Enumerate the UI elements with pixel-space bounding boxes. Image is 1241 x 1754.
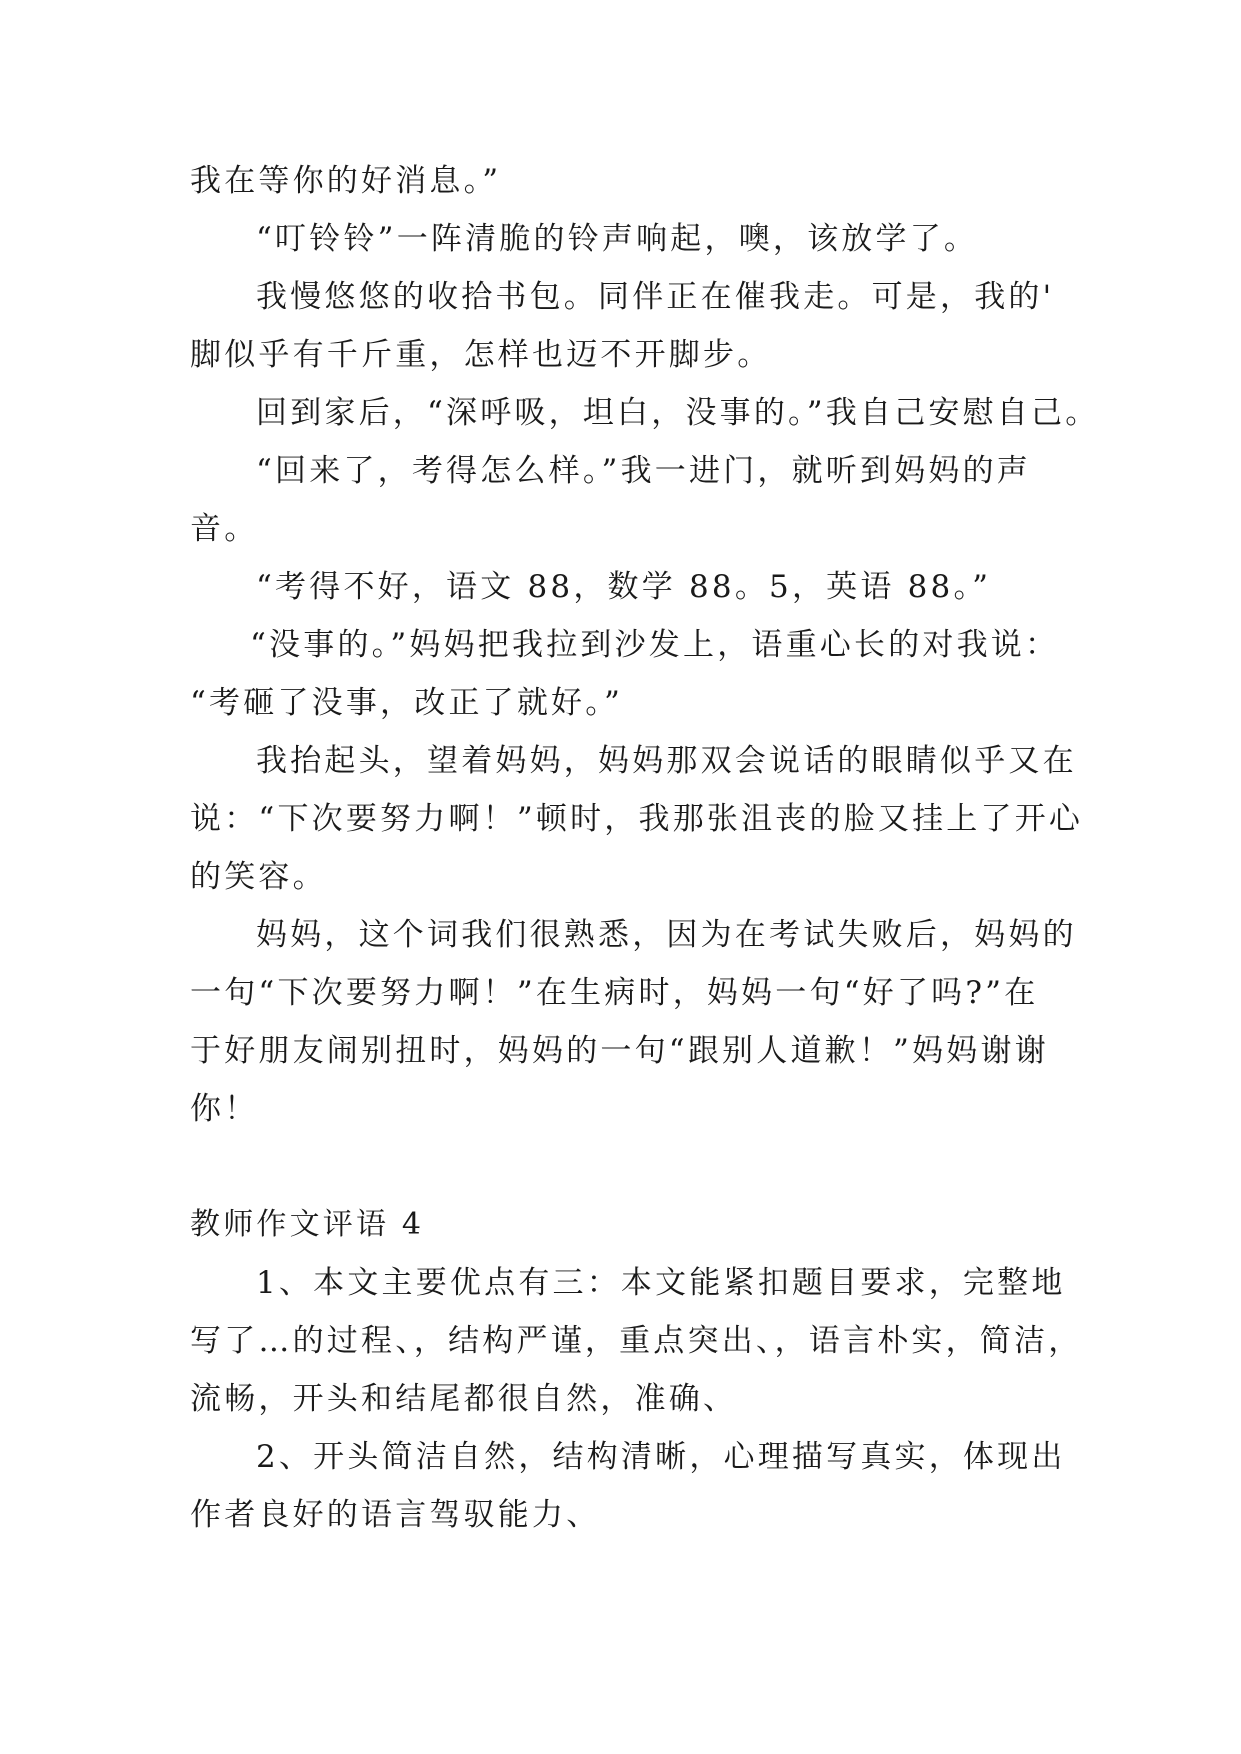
story-paragraph: “考得不好，语文 88，数学 88。5，英语 88。” <box>256 569 992 605</box>
story-line: 你！ <box>190 1091 259 1127</box>
story-line: “考砸了没事，改正了就好。” <box>190 685 623 721</box>
story-line: 说：“下次要努力啊！”顿时，我那张沮丧的脸又挂上了开心 <box>190 801 1084 837</box>
story-paragraph: “叮铃铃”一阵清脆的铃声响起，噢，该放学了。 <box>256 221 979 257</box>
story-line: 音。 <box>190 511 259 547</box>
comment-line: 写了…的过程、，结构严谨，重点突出、，语言朴实，简洁， <box>190 1323 1083 1359</box>
story-line: 一句“下次要努力啊！”在生病时，妈妈一句“好了吗?”在 <box>190 975 1039 1011</box>
comment-paragraph: 1、本文主要优点有三：本文能紧扣题目要求，完整地 <box>256 1265 1066 1301</box>
comment-line: 作者良好的语言驾驭能力、 <box>190 1497 601 1533</box>
section-heading: 教师作文评语 4 <box>190 1207 425 1242</box>
comment-paragraph: 2、开头简洁自然，结构清晰，心理描写真实，体现出 <box>256 1439 1066 1475</box>
story-line: 脚似乎有千斤重，怎样也迈不开脚步。 <box>190 337 772 373</box>
story-line: 的笑容。 <box>190 859 327 895</box>
comment-line: 流畅，开头和结尾都很自然，准确、 <box>190 1381 738 1417</box>
story-paragraph: 我慢悠悠的收拾书包。同伴正在催我走。可是，我的' <box>256 279 1055 315</box>
story-paragraph: 回到家后，“深呼吸，坦白，没事的。”我自己安慰自己。 <box>256 395 1100 431</box>
story-paragraph: 我抬起头，望着妈妈，妈妈那双会说话的眼睛似乎又在 <box>256 743 1077 779</box>
story-line: 于好朋友闹别扭时，妈妈的一句“跟别人道歉！”妈妈谢谢 <box>190 1033 1049 1069</box>
story-paragraph: “回来了，考得怎么样。”我一进门，就听到妈妈的声 <box>256 453 1031 489</box>
story-paragraph: 妈妈，这个词我们很熟悉，因为在考试失败后，妈妈的 <box>256 917 1077 953</box>
document-body <box>190 152 1100 1544</box>
story-paragraph: “没事的。”妈妈把我拉到沙发上，语重心长的对我说： <box>250 627 1060 663</box>
story-line: 我在等你的好消息。” <box>190 163 502 199</box>
